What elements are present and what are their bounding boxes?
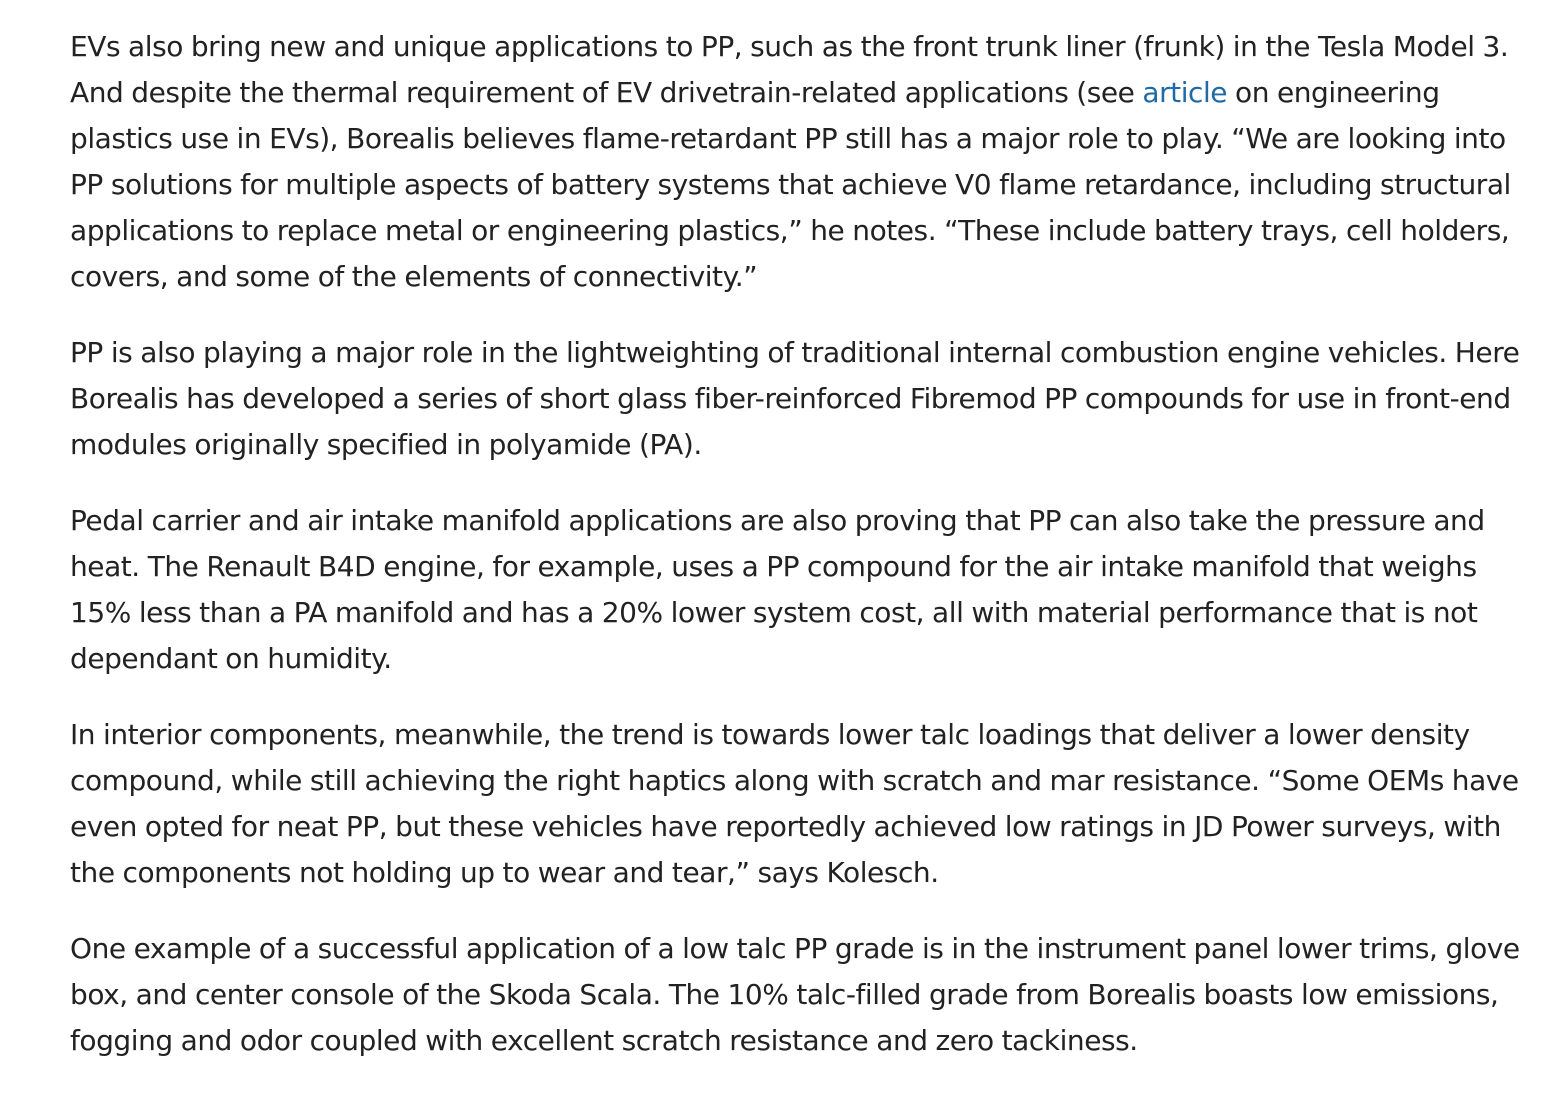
paragraph-pedal-carrier: Pedal carrier and air intake manifold applications are also proving that PP can also take the pressure and heat. The Renault B4D engine, for example, uses a PP compound for the air intake manifold that weighs 15% less than a PA manifold and has a 20% lower system cost, all with material performance that is not dependant on humidity. bbox=[70, 504, 1485, 675]
paragraph-lightweighting: PP is also playing a major role in the lightweighting of traditional internal combustion engine vehicles. Here Borealis has developed a series of short glass fiber-reinforced Fibremod PP compounds for use in front-end modules originally specified in polyamide (PA). bbox=[70, 336, 1520, 461]
paragraph-text: on engineering plastics use in EVs), Borealis believes flame-retardant PP still has a major role to play. “We are looking into PP solutions for multiple aspects of battery systems that achieve V0 flame retardance, including structural applications to replace metal or engineering plastics,” he notes. “These include battery trays, cell holders, covers, and some of the elements of connectivity.” bbox=[70, 76, 1511, 293]
paragraph-interior-components: In interior components, meanwhile, the trend is towards lower talc loadings that deliver a lower density compound, while still achieving the right haptics along with scratch and mar resistance. “Some OEMs have even opted for neat PP, but these vehicles have reportedly achieved low ratings in JD Power surveys, with the components not holding up to wear and tear,” says Kolesch. bbox=[70, 718, 1519, 889]
paragraph-text: EVs also bring new and unique applications to PP, such as the front trunk liner (frunk) in the Tesla Model 3. And despite the thermal requirement of EV drivetrain-related applications (see bbox=[70, 30, 1509, 109]
paragraph-skoda-example: One example of a successful application of a low talc PP grade is in the instrument panel lower trims, glove box, and center console of the Skoda Scala. The 10% talc-filled grade from Borealis boasts low emissions, fogging and odor coupled with excellent scratch resistance and zero tackiness. bbox=[70, 932, 1520, 1057]
article-link[interactable]: article bbox=[1142, 76, 1228, 109]
article-body bbox=[70, 24, 1520, 1094]
paragraph-ev-applications bbox=[70, 24, 1520, 300]
